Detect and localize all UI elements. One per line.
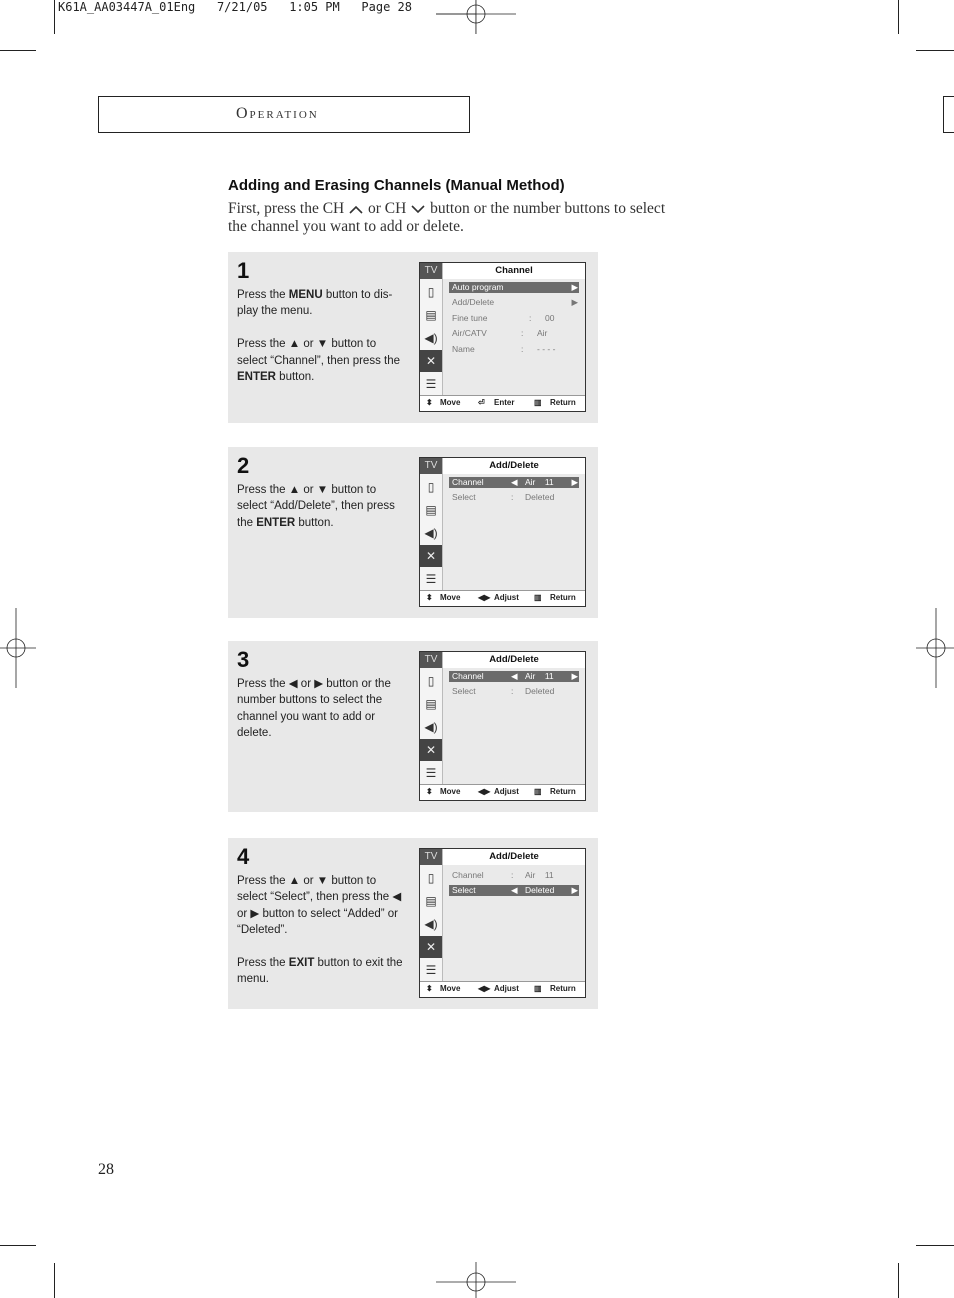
osd-item-value: Deleted bbox=[525, 686, 555, 696]
osd-item-label: Select bbox=[452, 686, 476, 696]
osd-item-separator: : bbox=[511, 686, 514, 696]
footer-return-label: Return bbox=[550, 787, 576, 796]
footer-move-label: Move bbox=[440, 787, 461, 796]
osd-footer bbox=[420, 981, 585, 997]
osd-item-separator: : bbox=[511, 492, 514, 502]
osd-item-value: Air bbox=[537, 328, 548, 338]
osd-item-separator: ◀ bbox=[511, 885, 518, 895]
osd-menu-screen bbox=[419, 651, 586, 801]
osd-item-label: Channel bbox=[452, 870, 484, 880]
page-title: Adding and Erasing Channels (Manual Method) bbox=[228, 177, 565, 194]
osd-item-value: 00 bbox=[545, 313, 555, 323]
intro-paragraph bbox=[228, 200, 668, 236]
step-number: 1 bbox=[237, 258, 250, 283]
step-panel bbox=[228, 641, 598, 812]
adjust-icon: ◀▶ bbox=[478, 593, 491, 602]
return-icon: ▥ bbox=[534, 398, 542, 407]
input-icon: ▤ bbox=[425, 503, 437, 517]
osd-footer bbox=[420, 395, 585, 411]
step-number: 4 bbox=[237, 844, 250, 869]
osd-menu-item bbox=[449, 282, 579, 293]
osd-menu-screen bbox=[419, 457, 586, 607]
osd-item-separator: : bbox=[529, 313, 532, 323]
footer-mid-label: Enter bbox=[494, 398, 515, 407]
osd-body bbox=[443, 474, 585, 592]
osd-body bbox=[443, 668, 585, 786]
osd-tv-label: TV bbox=[420, 849, 442, 865]
osd-menu-screen bbox=[419, 262, 586, 412]
crop-mark bbox=[916, 50, 954, 51]
osd-menu-item bbox=[449, 885, 579, 896]
osd-menu-item bbox=[449, 344, 579, 355]
setup-icon: ☰ bbox=[425, 377, 437, 391]
intro-part3: button or the number buttons to select the channel you want to add or delete. bbox=[228, 200, 666, 235]
osd-menu-screen bbox=[419, 848, 586, 998]
osd-item-value: Air 11 bbox=[525, 477, 554, 487]
step-number: 3 bbox=[237, 647, 250, 672]
osd-sidebar bbox=[420, 458, 443, 592]
footer-mid-label: Adjust bbox=[494, 787, 519, 796]
footer-mid-label: Adjust bbox=[494, 984, 519, 993]
crop-mark bbox=[0, 1245, 36, 1246]
osd-title: Add/Delete bbox=[443, 849, 585, 865]
osd-item-label: Select bbox=[452, 885, 476, 895]
osd-menu-item bbox=[449, 313, 579, 324]
setup-icon: ☰ bbox=[425, 963, 437, 977]
step-panel bbox=[228, 252, 598, 423]
osd-sidebar bbox=[420, 849, 443, 983]
sound-icon: ◀) bbox=[424, 720, 438, 734]
channel-icon: ✕ bbox=[420, 739, 442, 761]
osd-item-label: Name bbox=[452, 344, 475, 354]
osd-body bbox=[443, 865, 585, 983]
footer-return-label: Return bbox=[550, 984, 576, 993]
osd-tv-label: TV bbox=[420, 458, 442, 474]
crop-mark bbox=[916, 1245, 954, 1246]
footer-return-label: Return bbox=[550, 593, 576, 602]
footer-move-label: Move bbox=[440, 984, 461, 993]
page-number: 28 bbox=[98, 1161, 114, 1178]
osd-item-label: Channel bbox=[452, 671, 484, 681]
move-icon: ⬍ bbox=[426, 593, 433, 602]
move-icon: ⬍ bbox=[426, 398, 433, 407]
osd-menu-item bbox=[449, 671, 579, 682]
osd-item-separator: : bbox=[511, 870, 514, 880]
step-panel bbox=[228, 838, 598, 1009]
osd-item-value: Air 11 bbox=[525, 870, 554, 880]
osd-title: Add/Delete bbox=[443, 652, 585, 668]
crop-mark bbox=[54, 1263, 55, 1298]
osd-body bbox=[443, 279, 585, 397]
input-icon: ▤ bbox=[425, 697, 437, 711]
sound-icon: ◀) bbox=[424, 526, 438, 540]
osd-item-separator: ◀ bbox=[511, 477, 518, 487]
osd-footer bbox=[420, 784, 585, 800]
crop-mark bbox=[898, 0, 899, 34]
adjust-icon: ◀▶ bbox=[478, 787, 491, 796]
osd-menu-item bbox=[449, 328, 579, 339]
registration-mark bbox=[436, 0, 516, 34]
return-icon: ▥ bbox=[534, 984, 542, 993]
intro-part2: or CH bbox=[368, 200, 407, 217]
osd-item-label: Add/Delete bbox=[452, 297, 495, 307]
setup-icon: ☰ bbox=[425, 572, 437, 586]
osd-item-label: Channel bbox=[452, 477, 484, 487]
chevron-up-icon bbox=[348, 204, 364, 214]
step-number: 2 bbox=[237, 453, 250, 478]
osd-item-label: Fine tune bbox=[452, 313, 488, 323]
channel-icon: ✕ bbox=[420, 545, 442, 567]
crop-mark bbox=[0, 50, 36, 51]
step-instructions: Press the MENU button to dis-play the menu. Press the ▲ or ▼ button to select “Channel”, then press the ENTER button. bbox=[237, 289, 401, 384]
osd-item-separator: ◀ bbox=[511, 671, 518, 681]
section-title: Operation bbox=[236, 105, 319, 122]
osd-footer bbox=[420, 590, 585, 606]
enter-icon: ⏎ bbox=[478, 398, 485, 407]
page-tab-mark bbox=[943, 96, 954, 133]
osd-tv-label: TV bbox=[420, 263, 442, 279]
return-icon: ▥ bbox=[534, 787, 542, 796]
footer-return-label: Return bbox=[550, 398, 576, 407]
channel-icon: ✕ bbox=[420, 936, 442, 958]
print-slug: K61A_AA03447A_01Eng 7/21/05 1:05 PM Page 28 bbox=[58, 0, 413, 14]
step-instructions: Press the ◀ or ▶ button or the number buttons to select the channel you want to add or delete. bbox=[237, 678, 391, 740]
step-instructions: Press the ▲ or ▼ button to select “Add/Delete”, then press the ENTER button. bbox=[237, 484, 395, 529]
picture-icon: ▯ bbox=[427, 674, 435, 688]
registration-mark bbox=[0, 608, 36, 688]
osd-item-label: Air/CATV bbox=[452, 328, 487, 338]
section-header bbox=[98, 96, 470, 133]
osd-sidebar bbox=[420, 263, 443, 397]
osd-item-value: Air 11 bbox=[525, 671, 554, 681]
registration-mark bbox=[436, 1262, 516, 1298]
move-icon: ⬍ bbox=[426, 787, 433, 796]
osd-item-arrow: ▶ bbox=[571, 885, 578, 895]
channel-icon: ✕ bbox=[420, 350, 442, 372]
osd-item-arrow: ▶ bbox=[571, 671, 578, 681]
osd-item-arrow: ▶ bbox=[571, 282, 578, 292]
footer-move-label: Move bbox=[440, 593, 461, 602]
footer-mid-label: Adjust bbox=[494, 593, 519, 602]
osd-item-arrow: ▶ bbox=[571, 297, 578, 307]
sound-icon: ◀) bbox=[424, 331, 438, 345]
osd-item-value: Deleted bbox=[525, 492, 555, 502]
osd-menu-item bbox=[449, 870, 579, 881]
step-panel bbox=[228, 447, 598, 618]
osd-title: Channel bbox=[443, 263, 585, 279]
registration-mark bbox=[916, 608, 954, 688]
crop-mark bbox=[54, 0, 55, 34]
osd-item-arrow: ▶ bbox=[571, 477, 578, 487]
picture-icon: ▯ bbox=[427, 480, 435, 494]
osd-item-label: Select bbox=[452, 492, 476, 502]
move-icon: ⬍ bbox=[426, 984, 433, 993]
osd-menu-item bbox=[449, 477, 579, 488]
footer-move-label: Move bbox=[440, 398, 461, 407]
setup-icon: ☰ bbox=[425, 766, 437, 780]
osd-item-value: Deleted bbox=[525, 885, 555, 895]
osd-menu-item bbox=[449, 297, 579, 308]
osd-item-separator: : bbox=[521, 344, 524, 354]
return-icon: ▥ bbox=[534, 593, 542, 602]
osd-tv-label: TV bbox=[420, 652, 442, 668]
chevron-down-icon bbox=[410, 204, 426, 214]
osd-title: Add/Delete bbox=[443, 458, 585, 474]
picture-icon: ▯ bbox=[427, 285, 435, 299]
osd-menu-item bbox=[449, 492, 579, 503]
input-icon: ▤ bbox=[425, 308, 437, 322]
osd-menu-item bbox=[449, 686, 579, 697]
osd-item-label: Auto program bbox=[452, 282, 504, 292]
sound-icon: ◀) bbox=[424, 917, 438, 931]
osd-item-value: - - - - bbox=[537, 344, 556, 354]
step-instructions: Press the ▲ or ▼ button to select “Select”, then press the ◀ or ▶ button to select “Added” or “Deleted”. Press the EXIT button to exit the menu. bbox=[237, 875, 403, 986]
adjust-icon: ◀▶ bbox=[478, 984, 491, 993]
crop-mark bbox=[898, 1263, 899, 1298]
input-icon: ▤ bbox=[425, 894, 437, 908]
picture-icon: ▯ bbox=[427, 871, 435, 885]
osd-item-separator: : bbox=[521, 328, 524, 338]
intro-part1: First, press the CH bbox=[228, 200, 345, 217]
osd-sidebar bbox=[420, 652, 443, 786]
